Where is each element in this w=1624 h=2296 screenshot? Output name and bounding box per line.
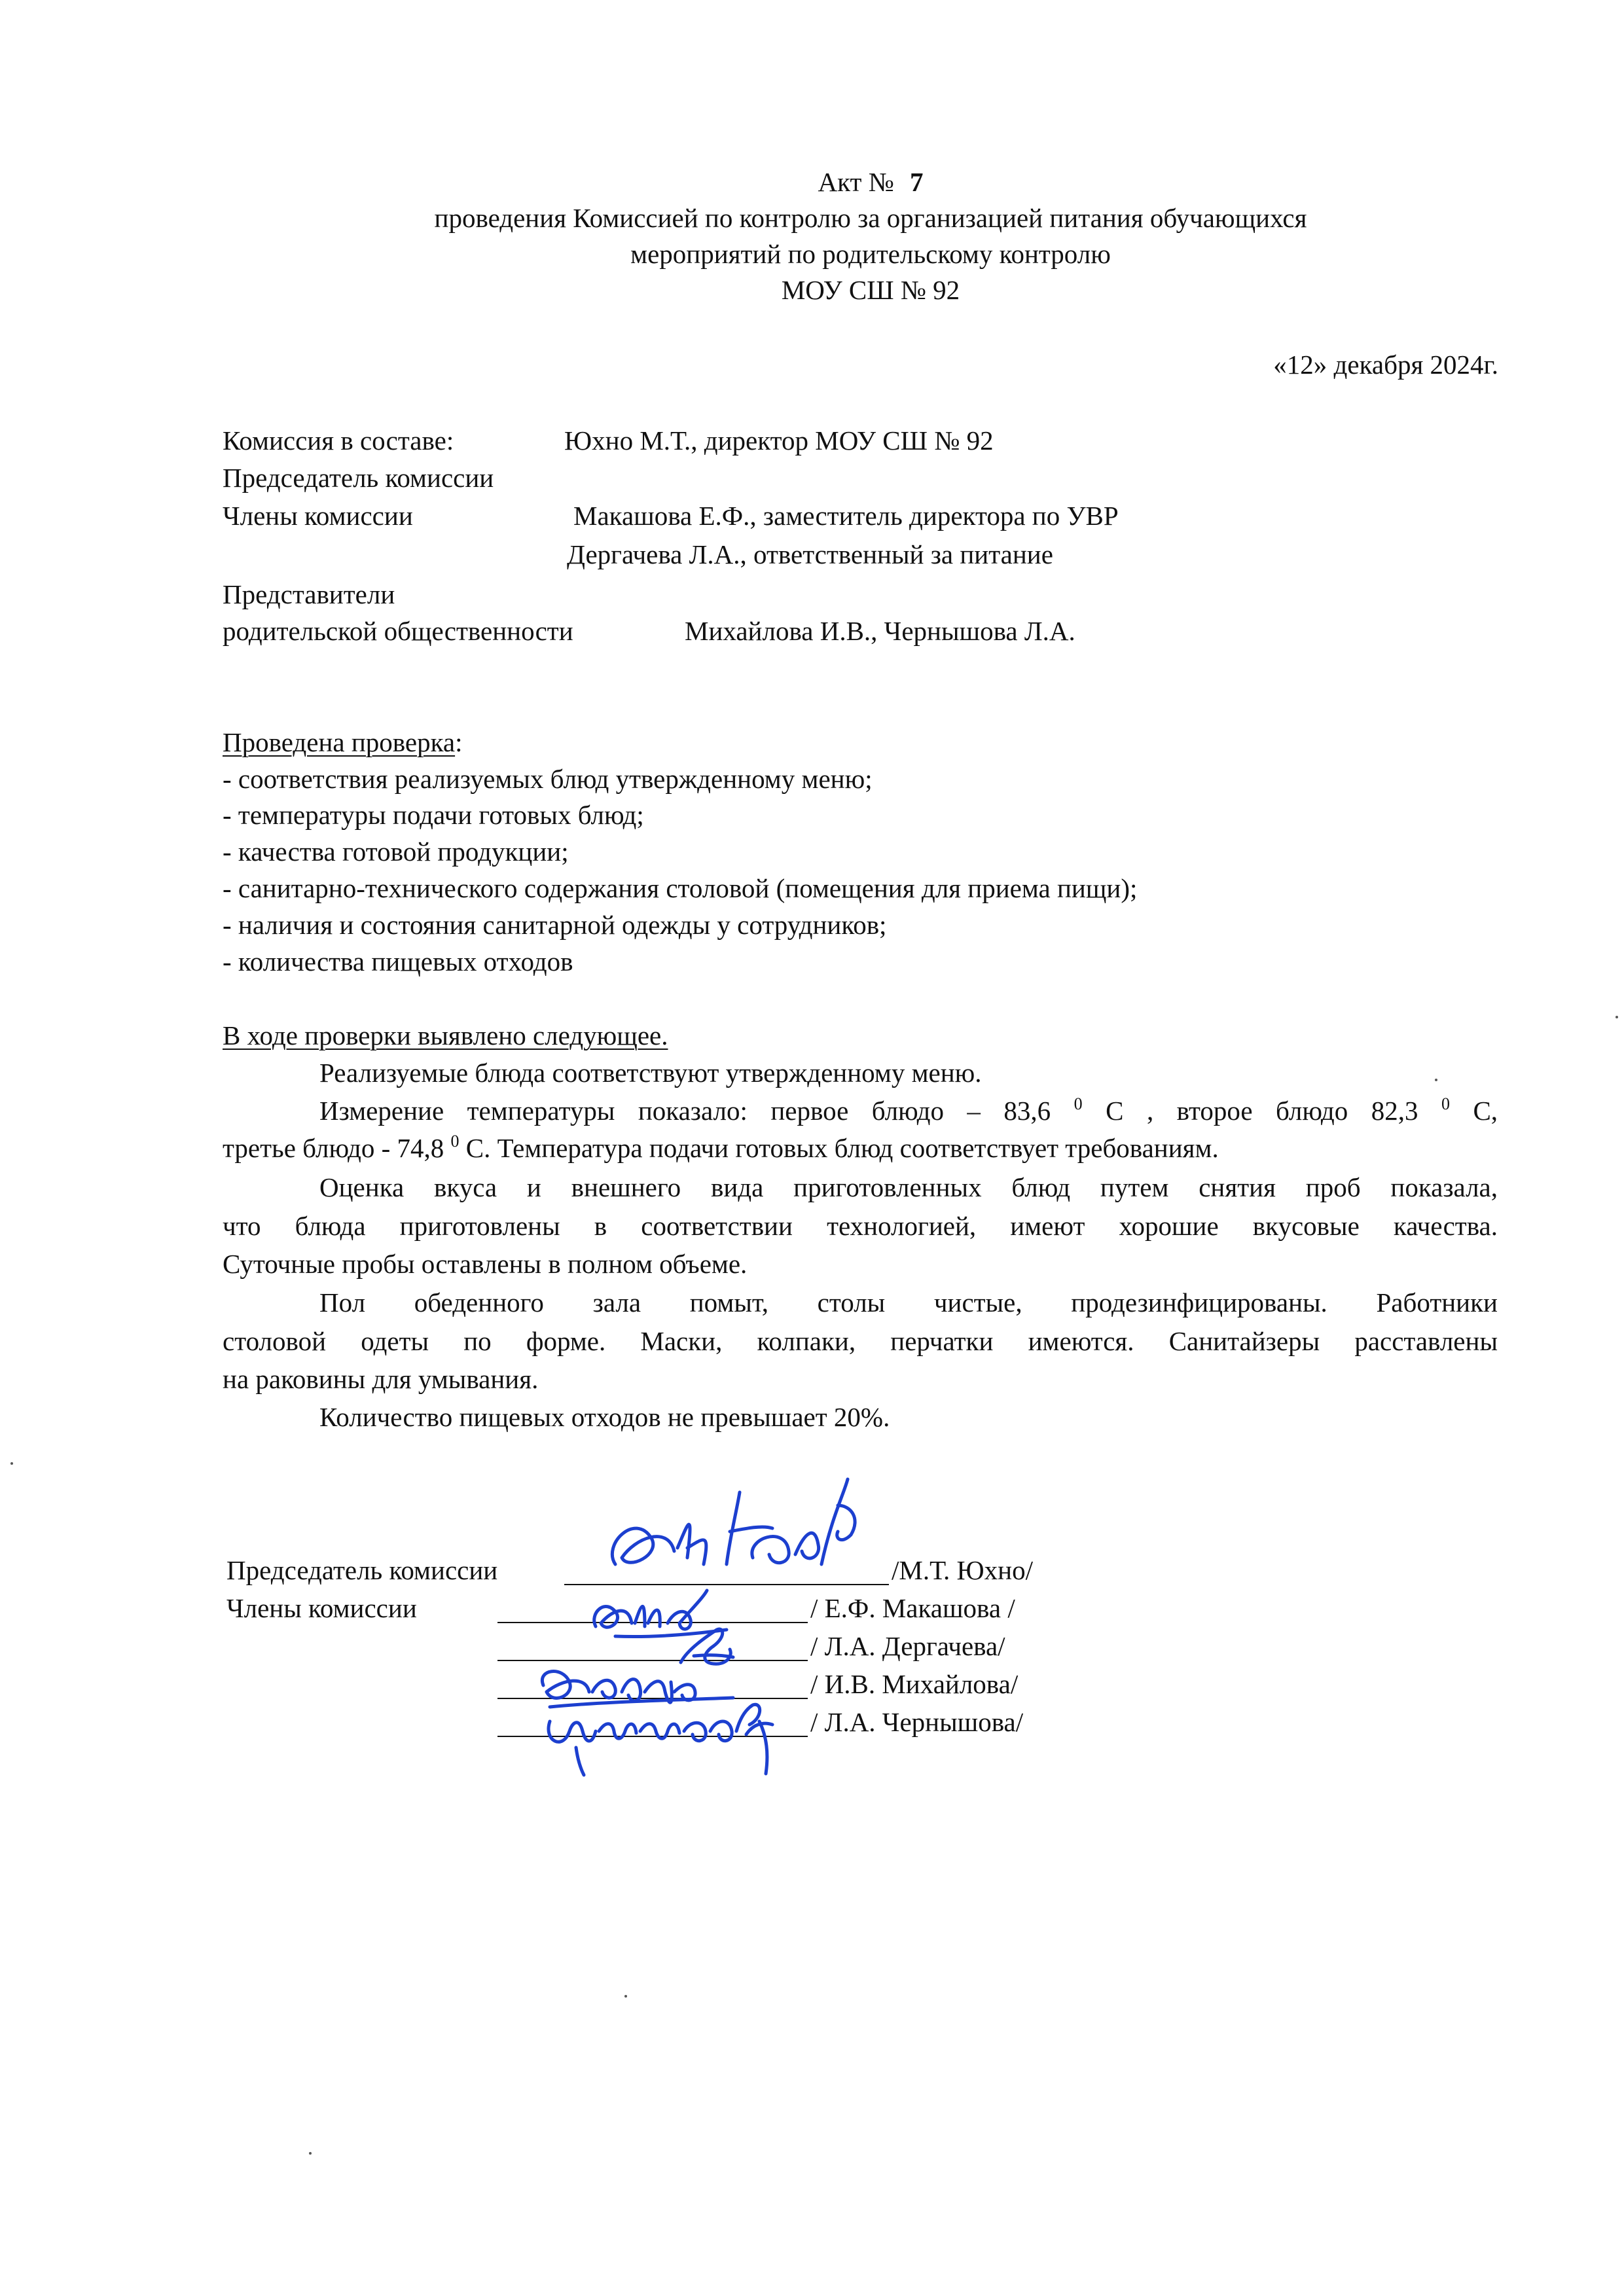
degree-mark: 0: [1074, 1094, 1083, 1113]
representatives-label-2: родительской общественности: [223, 616, 573, 646]
scan-speck: [10, 1462, 13, 1465]
act-subtitle-line2: мероприятий по родительскому контролю: [630, 239, 1111, 269]
act-number: 7: [910, 167, 924, 197]
temp-unit: С,: [1473, 1096, 1498, 1126]
temp-first-dish: Измерение температуры показало: первое блюдо – 83,6: [319, 1096, 1051, 1126]
findings-paragraph-menu: Реализуемые блюда соответствуют утвержденному меню.: [319, 1058, 982, 1088]
findings-sanitary-line1: Пол обеденного зала помыт, столы чистые, продезинфицированы. Работники: [319, 1287, 1498, 1318]
signature-members-label: Члены комиссии: [226, 1593, 417, 1623]
findings-heading: [223, 1019, 668, 1052]
temp-third-dish: третье блюдо - 74,8: [223, 1133, 444, 1163]
check-item: - качества готовой продукции;: [223, 836, 569, 867]
findings-temperature-line2: [223, 1132, 1219, 1164]
temp-conclusion: С. Температура подачи готовых блюд соответствует требованиям.: [465, 1133, 1219, 1163]
scan-speck: [624, 1995, 627, 1998]
findings-taste-line2: что блюда приготовлены в соответствии технологией, имеют хорошие вкусовые качества.: [223, 1211, 1498, 1241]
findings-sanitary-line2: столовой одеты по форме. Маски, колпаки, перчатки имеются. Санитайзеры расставлены: [223, 1326, 1498, 1356]
commission-members-label: Члены комиссии: [223, 501, 413, 531]
signature-name-member: / Е.Ф. Макашова /: [810, 1593, 1015, 1623]
commission-chairman-label: Председатель комиссии: [223, 463, 494, 493]
check-item: - количества пищевых отходов: [223, 946, 573, 977]
act-title: [0, 166, 1624, 198]
check-heading-text: Проведена проверка: [223, 727, 456, 757]
findings-sanitary-line3: на раковины для умывания.: [223, 1364, 539, 1394]
signature-chairman-label: Председатель комиссии: [226, 1555, 498, 1585]
representatives-label-1: Представители: [223, 579, 395, 609]
temp-second-dish: С , второе блюдо 82,3: [1106, 1096, 1418, 1126]
scan-speck: [1435, 1079, 1437, 1081]
degree-mark: 0: [450, 1132, 460, 1151]
check-item: - санитарно-технического содержания столовой (помещения для приема пищи);: [223, 873, 1138, 903]
handwritten-signature-chairman: [589, 1466, 871, 1604]
commission-member-2: Дергачева Л.А., ответственный за питание: [567, 539, 1053, 569]
check-item: - соответствия реализуемых блюд утвержденному меню;: [223, 764, 873, 794]
scan-speck: [309, 2152, 312, 2155]
commission-member-1: Макашова Е.Ф., заместитель директора по УВР: [573, 501, 1119, 531]
signature-name-member: / Л.А. Чернышова/: [810, 1707, 1024, 1737]
scan-speck: [1615, 1016, 1618, 1018]
check-item: - наличия и состояния санитарной одежды у сотрудников;: [223, 910, 887, 940]
check-item: - температуры подачи готовых блюд;: [223, 800, 644, 830]
findings-temperature-line1: [319, 1094, 1498, 1127]
findings-heading-text: В ходе проверки выявлено следующее.: [223, 1020, 668, 1050]
signature-name-member: / И.В. Михайлова/: [810, 1669, 1019, 1699]
degree-mark: 0: [1441, 1094, 1450, 1113]
check-heading: Проведена проверка:: [223, 727, 463, 757]
act-subtitle-line1: проведения Комиссией по контролю за организацией питания обучающихся: [434, 203, 1307, 233]
representatives-value: Михайлова И.В., Чернышова Л.А.: [685, 616, 1075, 646]
school-name: МОУ СШ № 92: [781, 275, 960, 305]
act-title-prefix: Акт №: [818, 167, 894, 197]
findings-taste-line3: Суточные пробы оставлены в полном объеме.: [223, 1249, 748, 1279]
act-date: «12» декабря 2024г.: [1273, 350, 1498, 380]
handwritten-signature-chernyshova: [537, 1695, 825, 1780]
signature-name-member: / Л.А. Дергачева/: [810, 1631, 1005, 1661]
commission-composition-label: Комиссия в составе:: [223, 425, 454, 456]
commission-chairman-value: Юхно М.Т., директор МОУ СШ № 92: [564, 425, 994, 456]
findings-taste-line1: Оценка вкуса и внешнего вида приготовленных блюд путем снятия проб показала,: [319, 1172, 1498, 1202]
signature-name-chairman: /М.Т. Юхно/: [892, 1555, 1034, 1585]
findings-waste: Количество пищевых отходов не превышает 20%.: [319, 1402, 890, 1432]
